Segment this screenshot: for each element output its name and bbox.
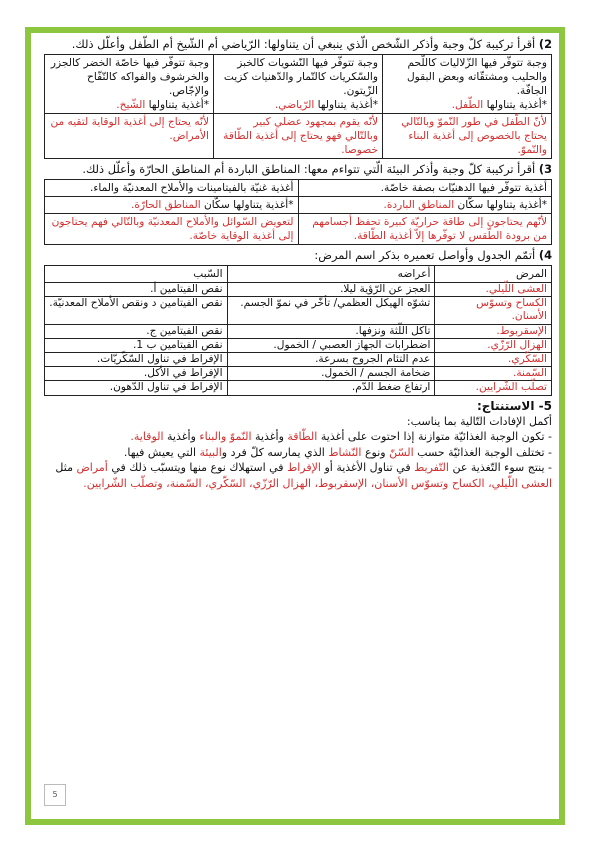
question-2-text: أقرأ تركيبة كلّ وجبة وأذكر الشّخص الّذي ينبغي أن يتناولها: الرّياضي أم الشّيخ أم الطّفل وأعلّل ذلك. — [71, 37, 536, 51]
symptom-cell: ضخامة الجسم / الخمول. — [227, 367, 435, 381]
table-row — [45, 197, 552, 214]
text-run: ونوع — [361, 445, 390, 459]
page-number: 5 — [44, 784, 66, 806]
meal-cell-1 — [383, 55, 552, 114]
reason-cell-2: لأنّه يقوم بمجهود عضلي كبير وبالتّالي فهو يحتاج إلى أغذية الطّاقة خصوصا. — [214, 114, 383, 159]
reason-cell-2: لتعويض السّوائل والأملاح المعدنيّة وبالتّالي فهم يحتاجون إلى أغذية الوقاية خاصّة. — [45, 214, 299, 245]
symptom-cell: تشوّه الهيكل العظمي/ تأخّر في نموّ الجسم. — [227, 297, 435, 324]
meals-table-q2 — [44, 54, 552, 159]
text-run: التي يعيش فيها. — [123, 445, 200, 459]
table-row — [45, 214, 552, 245]
table-row — [45, 55, 552, 114]
meal-cell-3 — [45, 55, 214, 114]
question-2-number: 2) — [538, 37, 552, 51]
conclusion-intro: أكمل الإفادات التّالية بما يناسب: — [406, 414, 552, 428]
cause-cell: الإفراط في الأكل. — [45, 367, 228, 381]
conclusion-point-2 — [44, 445, 552, 461]
conclusion-point-3 — [44, 460, 552, 491]
answer-highlight: الطّفل. — [451, 99, 484, 111]
cause-cell: نقص الفيتامين د ونقص الأملاح المعدنيّة. — [45, 297, 228, 324]
text-run: في تناول الأغذية أو — [320, 461, 415, 475]
answer-prefix: *أغذية يتناولها — [314, 99, 378, 111]
meal-text: وجبة تتوفّر فيها خاصّة الخضر كالجزر والخرشوف والفواكه كالتّفّاح والإجّاص. — [50, 57, 209, 97]
reason-cell-1: لأنّهم يحتاجون إلى طاقة حراريّة كبيرة تحفظ أجسامهم من برودة الطّقس لا توفّرها إلاّ أغذية الطّاقة. — [298, 214, 552, 245]
meal-cell-1: أغذية تتوفّر فيها الدهنيّات بصفة خاصّة. — [298, 180, 552, 197]
answer-prefix: *أغذية يتناولها — [145, 99, 209, 111]
question-4 — [44, 248, 552, 263]
table-row — [45, 338, 552, 352]
symptom-cell: اضطرابات الجهاز العصبي / الخمول. — [227, 338, 435, 352]
reason-cell-3: لأنّه يحتاج إلى أغذية الوقاية لتقيه من الأمراض. — [45, 114, 214, 159]
table-row — [45, 283, 552, 297]
text-run: مثل — [55, 461, 77, 475]
answer-prefix: *أغذية يتناولها سكّان — [454, 199, 547, 211]
question-2 — [44, 37, 552, 52]
disease-cell: السّمنة. — [435, 367, 552, 381]
header-cause: السّبب — [45, 266, 228, 283]
answer-highlight: الشّيخ. — [116, 99, 146, 111]
meal-text: وجبة تتوفّر فيها الزّلاليات كاللّحم والحليب ومشتقّاته وبعض البقول الجافّة. — [406, 57, 547, 97]
question-4-text: أتمّم الجدول وأواصل تعميره بذكر اسم المرض: — [314, 248, 536, 262]
question-3-text: أقرأ تركيبة كلّ وجبة وأذكر البيئة الّتي تتواءم معها: المناطق الباردة أم المناطق الحارّة وأعلّل ذلك. — [82, 162, 536, 176]
meal-cell-2 — [214, 55, 383, 114]
question-4-number: 4) — [538, 248, 552, 262]
disease-cell: الكساح وتسوّس الأسنان. — [435, 297, 552, 324]
answer-highlight: المناطق الباردة. — [383, 199, 455, 211]
cause-cell: الإفراط في تناول الدّهون. — [45, 381, 228, 395]
cause-cell: نقص الفيتامين ب 1. — [45, 338, 228, 352]
question-3 — [44, 162, 552, 177]
answer-highlight: التّفريط — [414, 461, 449, 475]
answer-prefix: *أغذية يتناولها — [483, 99, 547, 111]
table-row — [45, 297, 552, 324]
header-symptoms: أعراضه — [227, 266, 435, 283]
disease-cell: الهزال الرّزّي. — [435, 338, 552, 352]
answer-highlight: المناطق الحارّة. — [131, 199, 201, 211]
text-run: - تختلف الوجبة الغذائيّة حسب — [413, 445, 552, 459]
text-run: الذي يمارسه كلّ فرد و — [221, 445, 329, 459]
answer-highlight: الرّياضي. — [274, 99, 315, 111]
header-disease: المرض — [435, 266, 552, 283]
answer-highlight: الطّاقة — [287, 430, 318, 444]
symptom-cell: عدم التئام الجروح بسرعة. — [227, 353, 435, 367]
answer-highlight: البيئة — [199, 445, 222, 459]
answer-highlight: أمراض — [76, 461, 108, 475]
disease-cell: الإسقربوط. — [435, 324, 552, 338]
answer-prefix: *أغذية يتناولها سكّان — [200, 199, 294, 211]
question-3-number: 3) — [538, 162, 552, 176]
table-row — [45, 114, 552, 159]
meal-cell-2: أغذية غنيّة بالفيتامينات والأملاح المعدنيّة والماء. — [45, 180, 299, 197]
answer-highlight: السّنّ — [389, 445, 414, 459]
symptom-cell: ارتفاع ضغط الدّم. — [227, 381, 435, 395]
answer-highlight: الإفراط — [287, 461, 321, 475]
table-header-row — [45, 266, 552, 283]
disease-cell: تصلّب الشّرايين. — [435, 381, 552, 395]
conclusion-title: 5- الاستنتاج: — [476, 398, 552, 413]
table-row — [45, 353, 552, 367]
meal-text: وجبة تتوفّر فيها النّشويات كالخبز والسّكريات كالتّمار والدّهنيات كزيت الزّيتون. — [223, 57, 378, 97]
cause-cell: نقص الفيتامين ج. — [45, 324, 228, 338]
text-run: - ينتج سوء التّغذية عن — [448, 461, 552, 475]
reason-cell-1: لأنّ الطّفل في طور النّموّ وبالتّالي يحتاج بالخصوص إلى أغذية البناء والنّموّ. — [383, 114, 552, 159]
diseases-table-q4 — [44, 265, 552, 396]
text-run: في استهلاك نوع منها ويتسبّب ذلك في — [107, 461, 288, 475]
symptom-cell: العجز عن الرّؤية ليلا. — [227, 283, 435, 297]
text-run: - تكون الوجبة الغذائيّة متوازنة إذا احتوت على أغذية — [317, 430, 552, 444]
worksheet — [44, 37, 552, 491]
answer-highlight: العشى اللّيلي، الكساح وتسوّس الأسنان، الإسقربوط، الهزال الرّزّي، السّكّري، السّمنة، وتصلّب الشّرايين. — [83, 476, 552, 490]
table-row — [45, 367, 552, 381]
cause-cell: نقص الفيتامين أ. — [45, 283, 228, 297]
disease-cell: العشى اللّيلي. — [435, 283, 552, 297]
answer-cell-1 — [298, 197, 552, 214]
text-run: وأغذية — [251, 430, 288, 444]
table-row — [45, 381, 552, 395]
answer-highlight: النّموّ والبناء — [199, 430, 252, 444]
answer-highlight: الوقاية. — [130, 430, 164, 444]
conclusion-point-1 — [44, 429, 552, 445]
table-row — [45, 180, 552, 197]
answer-highlight: النّشاط — [328, 445, 362, 459]
text-run: وأغذية — [163, 430, 200, 444]
answer-cell-2 — [45, 197, 299, 214]
symptom-cell: تآكل اللّثة ونزفها. — [227, 324, 435, 338]
table-row — [45, 324, 552, 338]
cause-cell: الإفراط في تناول السّكّريّات. — [45, 353, 228, 367]
disease-cell: السّكّري. — [435, 353, 552, 367]
environment-table-q3 — [44, 179, 552, 245]
